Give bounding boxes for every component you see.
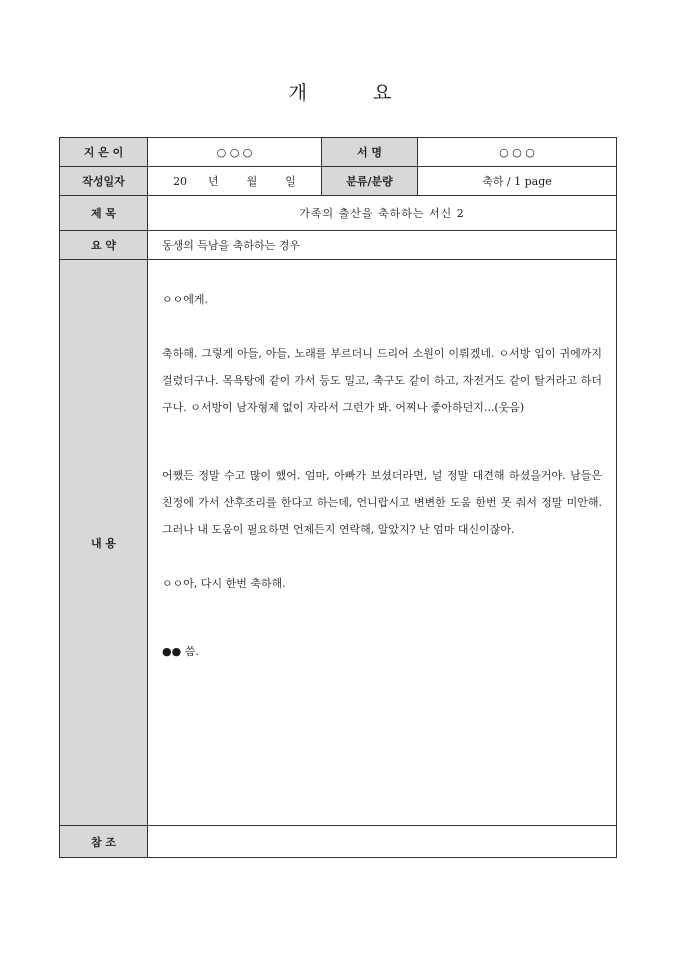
subject-value: 가족의 출산을 축하하는 서신 2 [148, 196, 617, 231]
subject-row [60, 196, 617, 231]
date-value [148, 167, 322, 196]
reference-value [148, 826, 617, 858]
content-cell [148, 260, 617, 826]
summary-value: 동생의 득남을 축하하는 경우 [148, 231, 617, 260]
sign-value: ○ ○ ○ [418, 138, 617, 167]
summary-form-table [59, 137, 617, 858]
sign-label: 서 명 [322, 138, 418, 167]
date-label: 작성일자 [60, 167, 148, 196]
letter-greeting: ㅇㅇ에게. [162, 293, 209, 306]
letter-paragraph-2: 어쨌든 정말 수고 많이 했어. 엄마, 아빠가 보셨더라면, 널 정말 대견해 하셨을거야. 남들은 친정에 가서 산후조리를 한다고 하는데, 언니랍시고 변변한 도움 한번 못 줘서 정말 미안해. 그러나 내 도움이 필요하면 언제든지 연락해, 알았지? 난 엄마 대신이잖아. [162, 469, 602, 536]
summary-row [60, 231, 617, 260]
date-year: 20 [173, 175, 188, 188]
date-row [60, 167, 617, 196]
category-value: 축하 / 1 page [418, 167, 617, 196]
page-title: 개 요 [288, 82, 422, 104]
author-value: ○ ○ ○ [148, 138, 322, 167]
author-row [60, 138, 617, 167]
letter-signature: ●● 씀. [162, 645, 199, 658]
content-row [60, 260, 617, 826]
letter-paragraph-1: 축하해. 그렇게 아들, 아들, 노래를 부르더니 드리어 소원이 이뤄겠네. ㅇ서방 입이 귀에까지 걸렸더구나. 목욕탕에 같이 가서 등도 밀고, 축구도 같이 하고, 자전거도 같이 탈거라고 하더구나. ㅇ서방이 남자형제 없이 자라서 그런가 봐. 어찌나 좋아하던지...(웃음) [162, 347, 602, 414]
subject-label: 제 목 [60, 196, 148, 231]
reference-label: 참 조 [60, 826, 148, 858]
letter-body [148, 260, 616, 665]
category-label: 분류/분량 [322, 167, 418, 196]
date-year-unit: 년 [208, 175, 219, 188]
letter-closing: ㅇㅇ아, 다시 한번 축하해. [162, 577, 286, 590]
date-day-unit: 일 [285, 175, 296, 188]
author-label: 지 은 이 [60, 138, 148, 167]
date-month-unit: 월 [246, 175, 258, 188]
summary-label: 요 약 [60, 231, 148, 260]
reference-row [60, 826, 617, 858]
content-label: 내 용 [60, 260, 148, 826]
